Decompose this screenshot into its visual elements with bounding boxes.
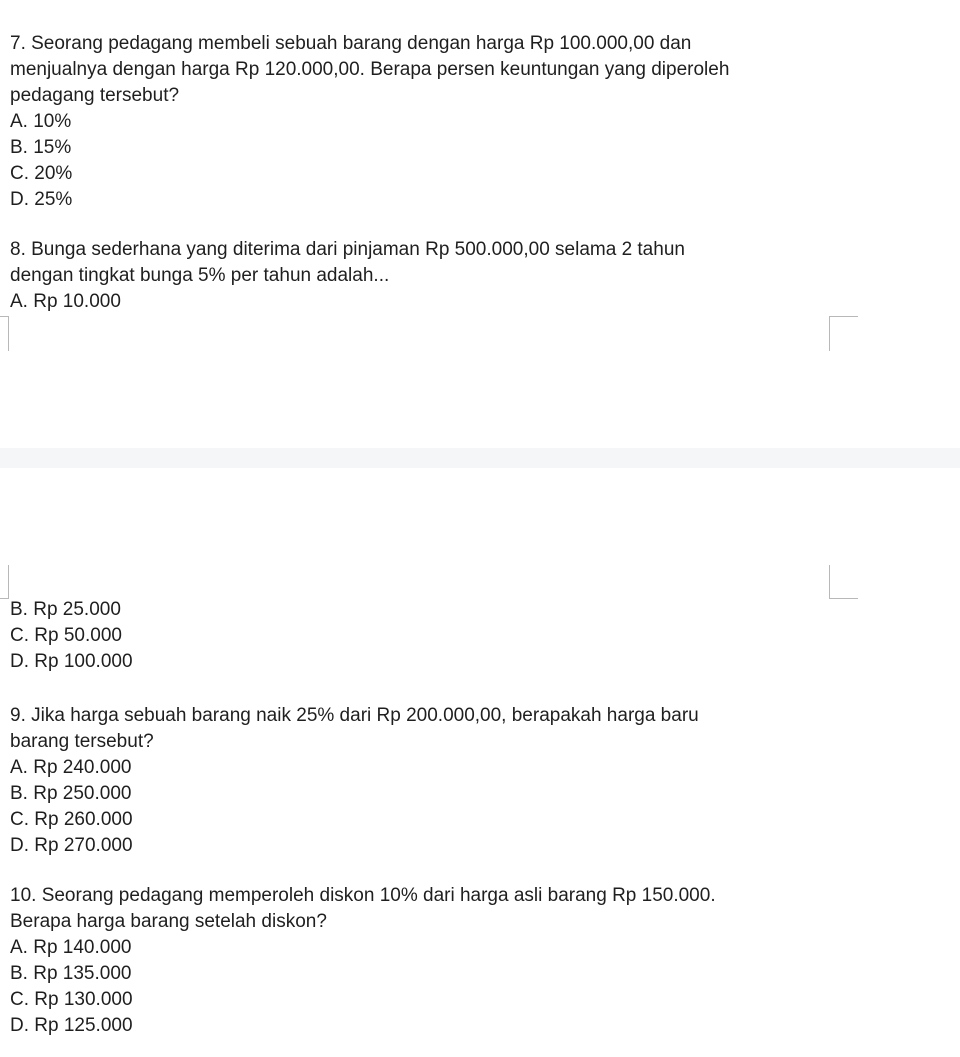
question-8-continued [10, 597, 950, 675]
question-9-option-c: C. Rp 260.000 [10, 809, 133, 830]
question-9 [10, 703, 950, 859]
question-8-option-d: D. Rp 100.000 [10, 651, 133, 672]
question-10-option-b: B. Rp 135.000 [10, 963, 132, 984]
question-9-option-a: A. Rp 240.000 [10, 757, 132, 778]
question-8-text-line: 8. Bunga sederhana yang diterima dari pinjaman Rp 500.000,00 selama 2 tahun [10, 239, 685, 260]
question-8-option-a: A. Rp 10.000 [10, 291, 121, 312]
question-7 [10, 31, 950, 213]
question-10-option-a: A. Rp 140.000 [10, 937, 132, 958]
question-10-text-line: 10. Seorang pedagang memperoleh diskon 10% dari harga asli barang Rp 150.000. [10, 885, 716, 906]
crop-mark-bottom-right [829, 565, 858, 599]
question-7-text-line: pedagang tersebut? [10, 85, 180, 106]
question-7-option-a: A. 10% [10, 111, 72, 132]
question-9-option-b: B. Rp 250.000 [10, 783, 132, 804]
question-7-option-c: C. 20% [10, 163, 73, 184]
crop-mark-bottom-left [0, 565, 9, 599]
question-7-option-b: B. 15% [10, 137, 72, 158]
question-8 [10, 237, 950, 315]
question-10 [10, 883, 950, 1039]
question-7-option-d: D. 25% [10, 189, 73, 210]
question-9-text-line: 9. Jika harga sebuah barang naik 25% dari Rp 200.000,00, berapakah harga baru [10, 705, 699, 726]
page-gap-band [0, 448, 960, 468]
crop-mark-top-left [0, 316, 9, 351]
question-10-text-line: Berapa harga barang setelah diskon? [10, 911, 327, 932]
question-10-option-d: D. Rp 125.000 [10, 1015, 133, 1036]
crop-mark-top-right [829, 316, 858, 351]
question-8-option-c: C. Rp 50.000 [10, 625, 122, 646]
question-8-option-b: B. Rp 25.000 [10, 599, 121, 620]
question-7-text-line: menjualnya dengan harga Rp 120.000,00. Berapa persen keuntungan yang diperoleh [10, 59, 730, 80]
question-7-text-line: 7. Seorang pedagang membeli sebuah barang dengan harga Rp 100.000,00 dan [10, 33, 692, 54]
question-9-text-line: barang tersebut? [10, 731, 154, 752]
question-9-option-d: D. Rp 270.000 [10, 835, 133, 856]
question-10-option-c: C. Rp 130.000 [10, 989, 133, 1010]
question-8-text-line: dengan tingkat bunga 5% per tahun adalah... [10, 265, 390, 286]
